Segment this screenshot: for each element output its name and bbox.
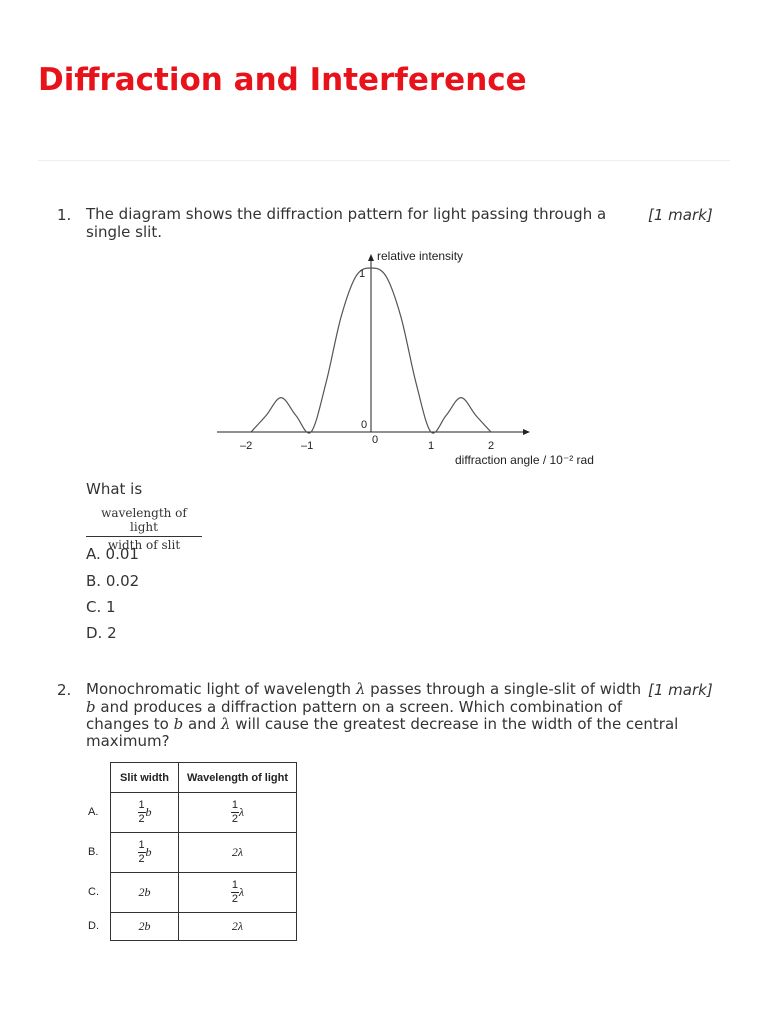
slit-width-value: 2b: [138, 919, 151, 933]
x-axis-label: diffraction angle / 10⁻² rad: [455, 453, 594, 467]
question-1-mark: [1 mark]: [648, 206, 713, 224]
table-row[interactable]: [111, 873, 297, 913]
b-symbol: b: [86, 698, 96, 716]
table-row[interactable]: [111, 913, 297, 941]
x-tick-minus-1: –1: [301, 440, 314, 452]
fraction-numerator: 1: [231, 799, 238, 811]
answer-options-table: [110, 762, 297, 941]
fraction-numerator: 1: [138, 839, 145, 851]
table-row-label-a: A.: [88, 806, 99, 818]
fraction-denominator: width of slit: [107, 538, 181, 552]
page-title: Diffraction and Interference: [38, 62, 527, 98]
lambda-symbol: λ: [238, 885, 245, 899]
y-tick-1: 1: [359, 268, 366, 280]
slit-width-cell: [111, 793, 179, 833]
wavelength-cell: [179, 833, 297, 873]
x-axis-arrow-icon: [523, 429, 530, 435]
b-symbol: b: [173, 715, 184, 733]
header-wavelength: Wavelength of light: [179, 763, 297, 793]
table-header-row: [111, 763, 297, 793]
q2-line1-part-b: passes through a single-slit of width: [365, 680, 642, 698]
y-axis-label: relative intensity: [377, 249, 464, 263]
fraction-numerator: 1: [231, 879, 238, 891]
x-tick-minus-2: –2: [240, 440, 253, 452]
slit-width-cell: [111, 873, 179, 913]
question-1-option-a[interactable]: A. 0.01: [86, 545, 139, 563]
question-2-number: 2.: [57, 681, 72, 699]
fraction: [138, 800, 146, 825]
table-row-label-c: C.: [88, 886, 99, 898]
q2-line3-part-c: will cause the greatest decrease in the width of the central: [230, 715, 679, 733]
fraction: [231, 880, 239, 905]
x-tick-2: 2: [488, 440, 495, 452]
title-divider: [38, 160, 730, 161]
question-2-text-line-2: [86, 699, 622, 716]
table-row-label-d: D.: [88, 920, 99, 932]
b-symbol: b: [145, 805, 152, 819]
lambda-symbol: λ: [221, 715, 231, 733]
table-row[interactable]: [111, 793, 297, 833]
question-2-mark: [1 mark]: [648, 681, 713, 699]
table-row-label-b: B.: [88, 846, 99, 858]
slit-width-cell: [111, 913, 179, 941]
wavelength-value: 2λ: [231, 919, 244, 933]
slit-width-value: 2b: [138, 885, 151, 899]
question-1-option-d[interactable]: D. 2: [86, 624, 117, 642]
q2-line3-part-a: changes to: [86, 715, 174, 733]
fraction-denominator: 2: [231, 813, 238, 825]
question-2-text-line-1: [86, 681, 641, 698]
lambda-symbol: λ: [355, 680, 366, 698]
fraction-denominator: 2: [138, 853, 145, 865]
question-1-option-b[interactable]: B. 0.02: [86, 572, 140, 590]
fraction-numerator: 1: [138, 799, 145, 811]
q2-line1-part-a: Monochromatic light of wavelength: [86, 680, 356, 698]
x-tick-1: 1: [428, 440, 435, 452]
header-slit-width: Slit width: [111, 763, 179, 793]
question-1-option-c[interactable]: C. 1: [86, 598, 116, 616]
question-1-text-line-2: single slit.: [86, 223, 162, 241]
q2-line2-part-b: and produces a diffraction pattern on a screen. Which combination of: [95, 698, 623, 716]
question-2-text-line-4: maximum?: [86, 732, 170, 750]
lambda-symbol: λ: [238, 805, 245, 819]
y-tick-0: 0: [361, 419, 368, 431]
fraction: [231, 800, 239, 825]
x-tick-0: 0: [372, 434, 379, 446]
table-row[interactable]: [111, 833, 297, 873]
b-symbol: b: [145, 845, 152, 859]
wavelength-cell: [179, 873, 297, 913]
q2-line3-part-b: and: [183, 715, 221, 733]
wavelength-cell: [179, 913, 297, 941]
wavelength-cell: [179, 793, 297, 833]
fraction-numerator: wavelength of light: [101, 506, 187, 534]
wavelength-value: 2λ: [231, 845, 244, 859]
slit-width-cell: [111, 833, 179, 873]
fraction-denominator: 2: [138, 813, 145, 825]
fraction-denominator: 2: [231, 893, 238, 905]
question-1-text-line-1: The diagram shows the diffraction pattern for light passing through a: [86, 205, 607, 223]
fraction: [138, 840, 146, 865]
y-axis-arrow-icon: [368, 254, 374, 261]
question-1-prompt: What is: [86, 480, 143, 498]
question-1-number: 1.: [57, 206, 72, 224]
diffraction-pattern-chart: [205, 246, 605, 472]
question-2-text-line-3: [86, 716, 678, 733]
